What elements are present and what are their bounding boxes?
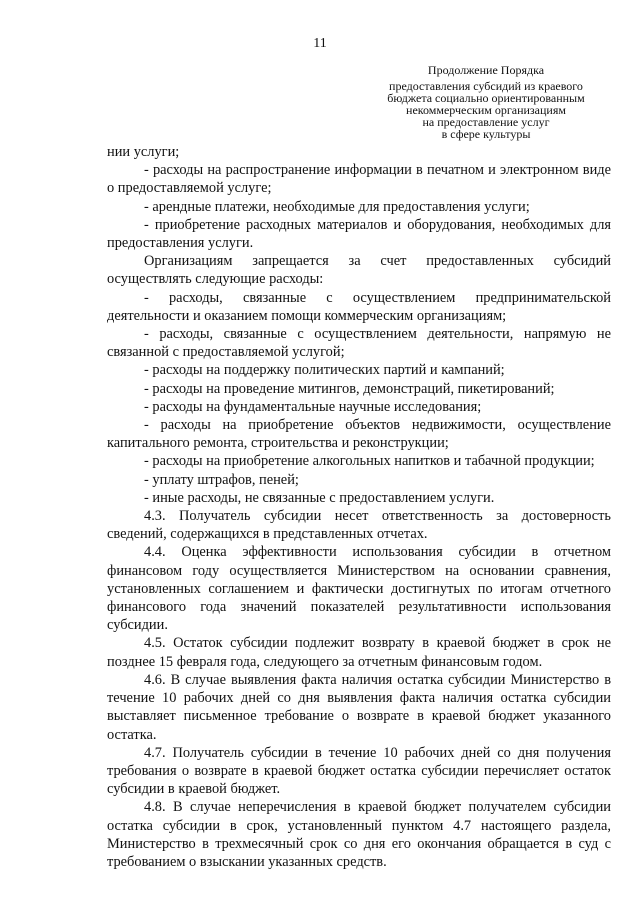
header-title: Продолжение Порядка [427,63,545,77]
paragraph: 4.6. В случае выявления факта наличия остатка субсидии Министерство в течение 10 рабочих дней со дня выявления факта наличия остатка субсидии выставляет письменное требование о возврате в краевой бюджет указанного остатка. [107,671,611,743]
paragraph: Организациям запрещается за счет предоставленных субсидий осуществлять следующие расходы: [107,253,611,288]
paragraph: - иные расходы, не связанные с предоставлением услуги. [144,489,495,506]
page-number: 11 [313,36,327,51]
header-line: предоставления субсидий из краевого [389,79,583,93]
paragraph: - расходы на поддержку политических партий и кампаний; [144,362,505,379]
header-line: в сфере культуры [441,127,531,141]
paragraph: - расходы на проведение митингов, демонстраций, пикетирований; [144,380,555,397]
header-line: бюджета социально ориентированным [387,91,585,105]
paragraph: нии услуги; [107,144,180,160]
header-line: некоммерческим организациям [406,103,566,117]
paragraph: 4.4. Оценка эффективности использования субсидии в отчетном финансовом году осуществляется Министерством на основании сравнения, установленных соглашением и фактически достигнутых по итогам отчетного финансового года значений показателей результативности использования субсидии. [107,544,611,634]
paragraph: - приобретение расходных материалов и оборудования, необходимых для предоставления услуги. [107,216,611,252]
document-body [107,143,611,871]
document-header [386,64,586,140]
paragraph: - арендные платежи, необходимые для предоставления услуги; [144,198,530,215]
paragraph: - расходы на фундаментальные научные исследования; [144,398,482,415]
paragraph: - уплату штрафов, пеней; [144,471,299,488]
paragraph: 4.5. Остаток субсидии подлежит возврату в краевой бюджет в срок не позднее 15 февраля года, следующего за отчетным финансовым годом. [107,635,611,670]
paragraph: 4.3. Получатель субсидии несет ответственность за достоверность сведений, содержащихся в представленных отчетах. [107,508,611,543]
header-line: на предоставление услуг [422,115,550,129]
paragraph: - расходы на приобретение объектов недвижимости, осуществление капитального ремонта, строительства и реконструкции; [107,417,611,452]
paragraph: - расходы, связанные с осуществлением предпринимательской деятельности и оказанием помощи коммерческим организациям; [107,289,611,324]
paragraph: - расходы на распространение информации в печатном и электронном виде о предоставляемой услуге; [107,162,611,197]
paragraph: - расходы на приобретение алкогольных напитков и табачной продукции; [144,453,595,470]
paragraph: - расходы, связанные с осуществлением деятельности, напрямую не связанной с предоставляемой услугой; [107,326,611,361]
paragraph: 4.8. В случае неперечисления в краевой бюджет получателем субсидии остатка субсидии в срок, установленный пунктом 4.7 настоящего раздела, Министерство в трехмесячный срок со дня его окончания обращается в суд с требованием о взыскании указанных средств. [107,799,611,870]
paragraph: 4.7. Получатель субсидии в течение 10 рабочих дней со дня получения требования о возврате в краевой бюджет остатка субсидии перечисляет остаток субсидии в краевой бюджет. [107,744,611,798]
